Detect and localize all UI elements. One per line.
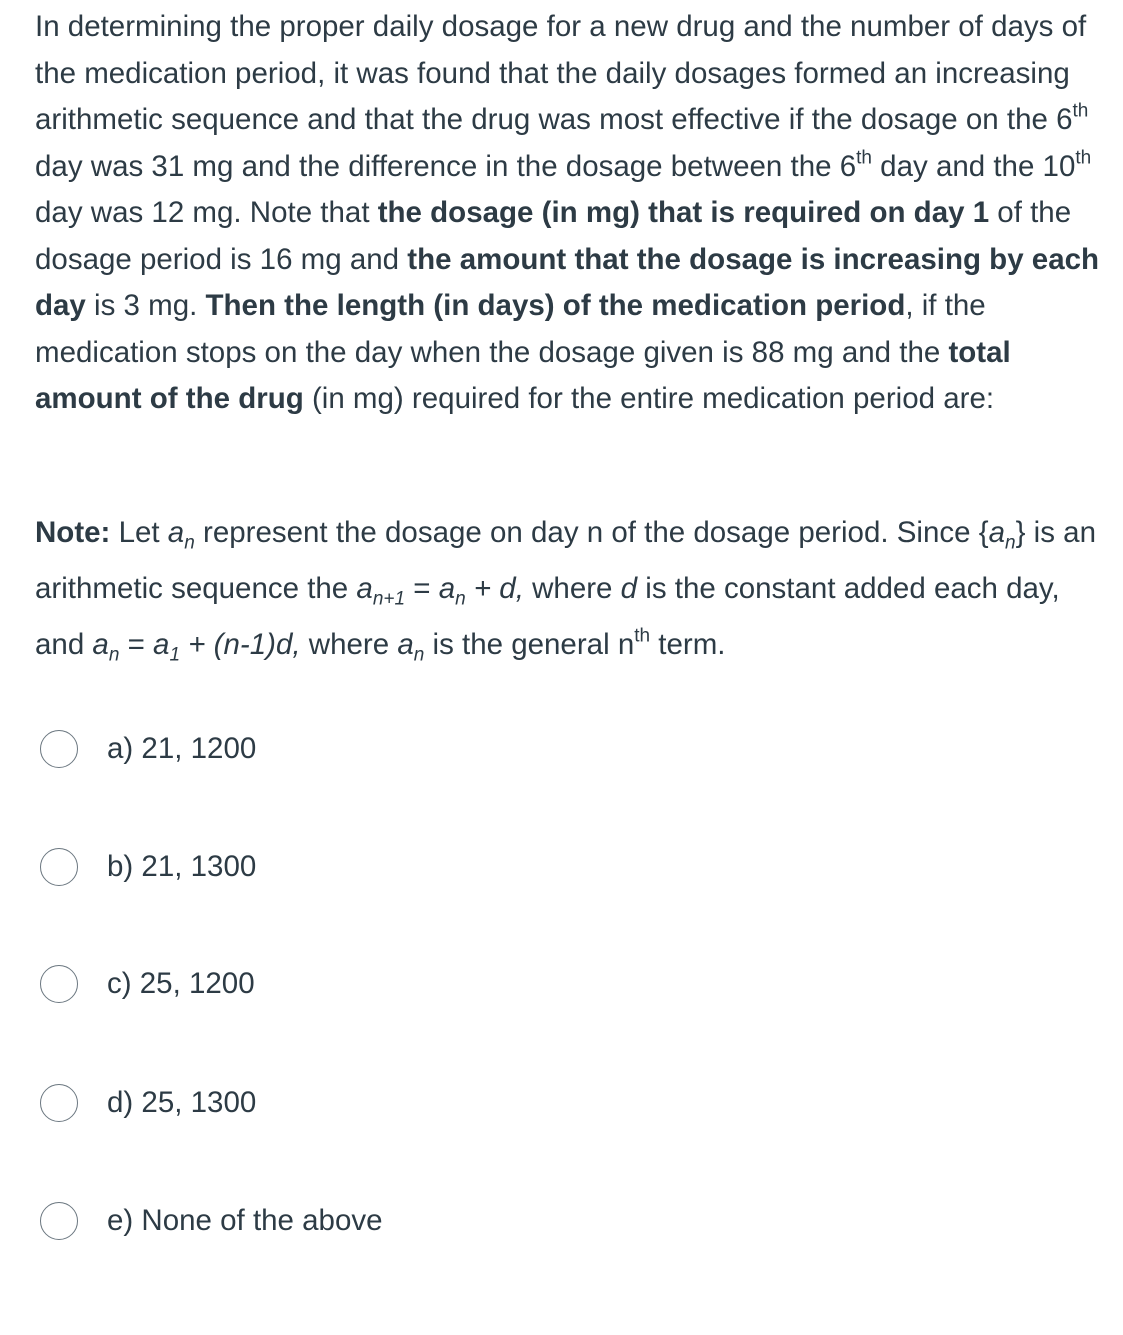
option-e[interactable] xyxy=(40,1197,640,1245)
radio-button-e[interactable] xyxy=(40,1202,78,1240)
option-b-label[interactable]: b) 21, 1300 xyxy=(107,850,257,883)
option-c-label[interactable]: c) 25, 1200 xyxy=(107,967,255,1000)
radio-button-b[interactable] xyxy=(40,848,78,886)
question-paragraph: In determining the proper daily dosage for a new drug and the number of days of the medication period, it was found that the daily dosages formed an increasing arithmetic sequence and that the drug was most effective if the dosage on the 6th day was 31 mg and the difference in the dosage between the 6th day and the 10th day was 12 mg. Note that the dosage (in mg) that is required on day 1 of the dosage period is 16 mg and the amount that the dosage is increasing by each day is 3 mg. Then the length (in days) of the medication period, if the medication stops on the day when the dosage given is 88 mg and the total amount of the drug (in mg) required for the entire medication period are: xyxy=(35,10,1100,415)
radio-button-a[interactable] xyxy=(40,730,78,768)
note-text xyxy=(35,505,1100,673)
option-d-label[interactable]: d) 25, 1300 xyxy=(107,1086,257,1119)
option-b[interactable] xyxy=(40,843,640,891)
option-a-label[interactable]: a) 21, 1200 xyxy=(107,732,257,765)
option-c[interactable] xyxy=(40,960,640,1008)
option-e-label[interactable]: e) None of the above xyxy=(107,1204,383,1237)
option-d[interactable] xyxy=(40,1079,640,1127)
radio-button-d[interactable] xyxy=(40,1084,78,1122)
option-a[interactable] xyxy=(40,725,640,773)
question-text xyxy=(35,4,1100,423)
note-paragraph: Note: Let $a_n$ represent the dosage on day n of the dosage period. Since $\{a_n\}$ is an arithmetic sequence the $a_{n+1} = a_n + d$, where d is the constant added each day, and $a_n = a_1 + (n-1)d$, where $a_n$ is the general $n^{th}$ term. xyxy=(35,516,1096,666)
radio-button-c[interactable] xyxy=(40,965,78,1003)
